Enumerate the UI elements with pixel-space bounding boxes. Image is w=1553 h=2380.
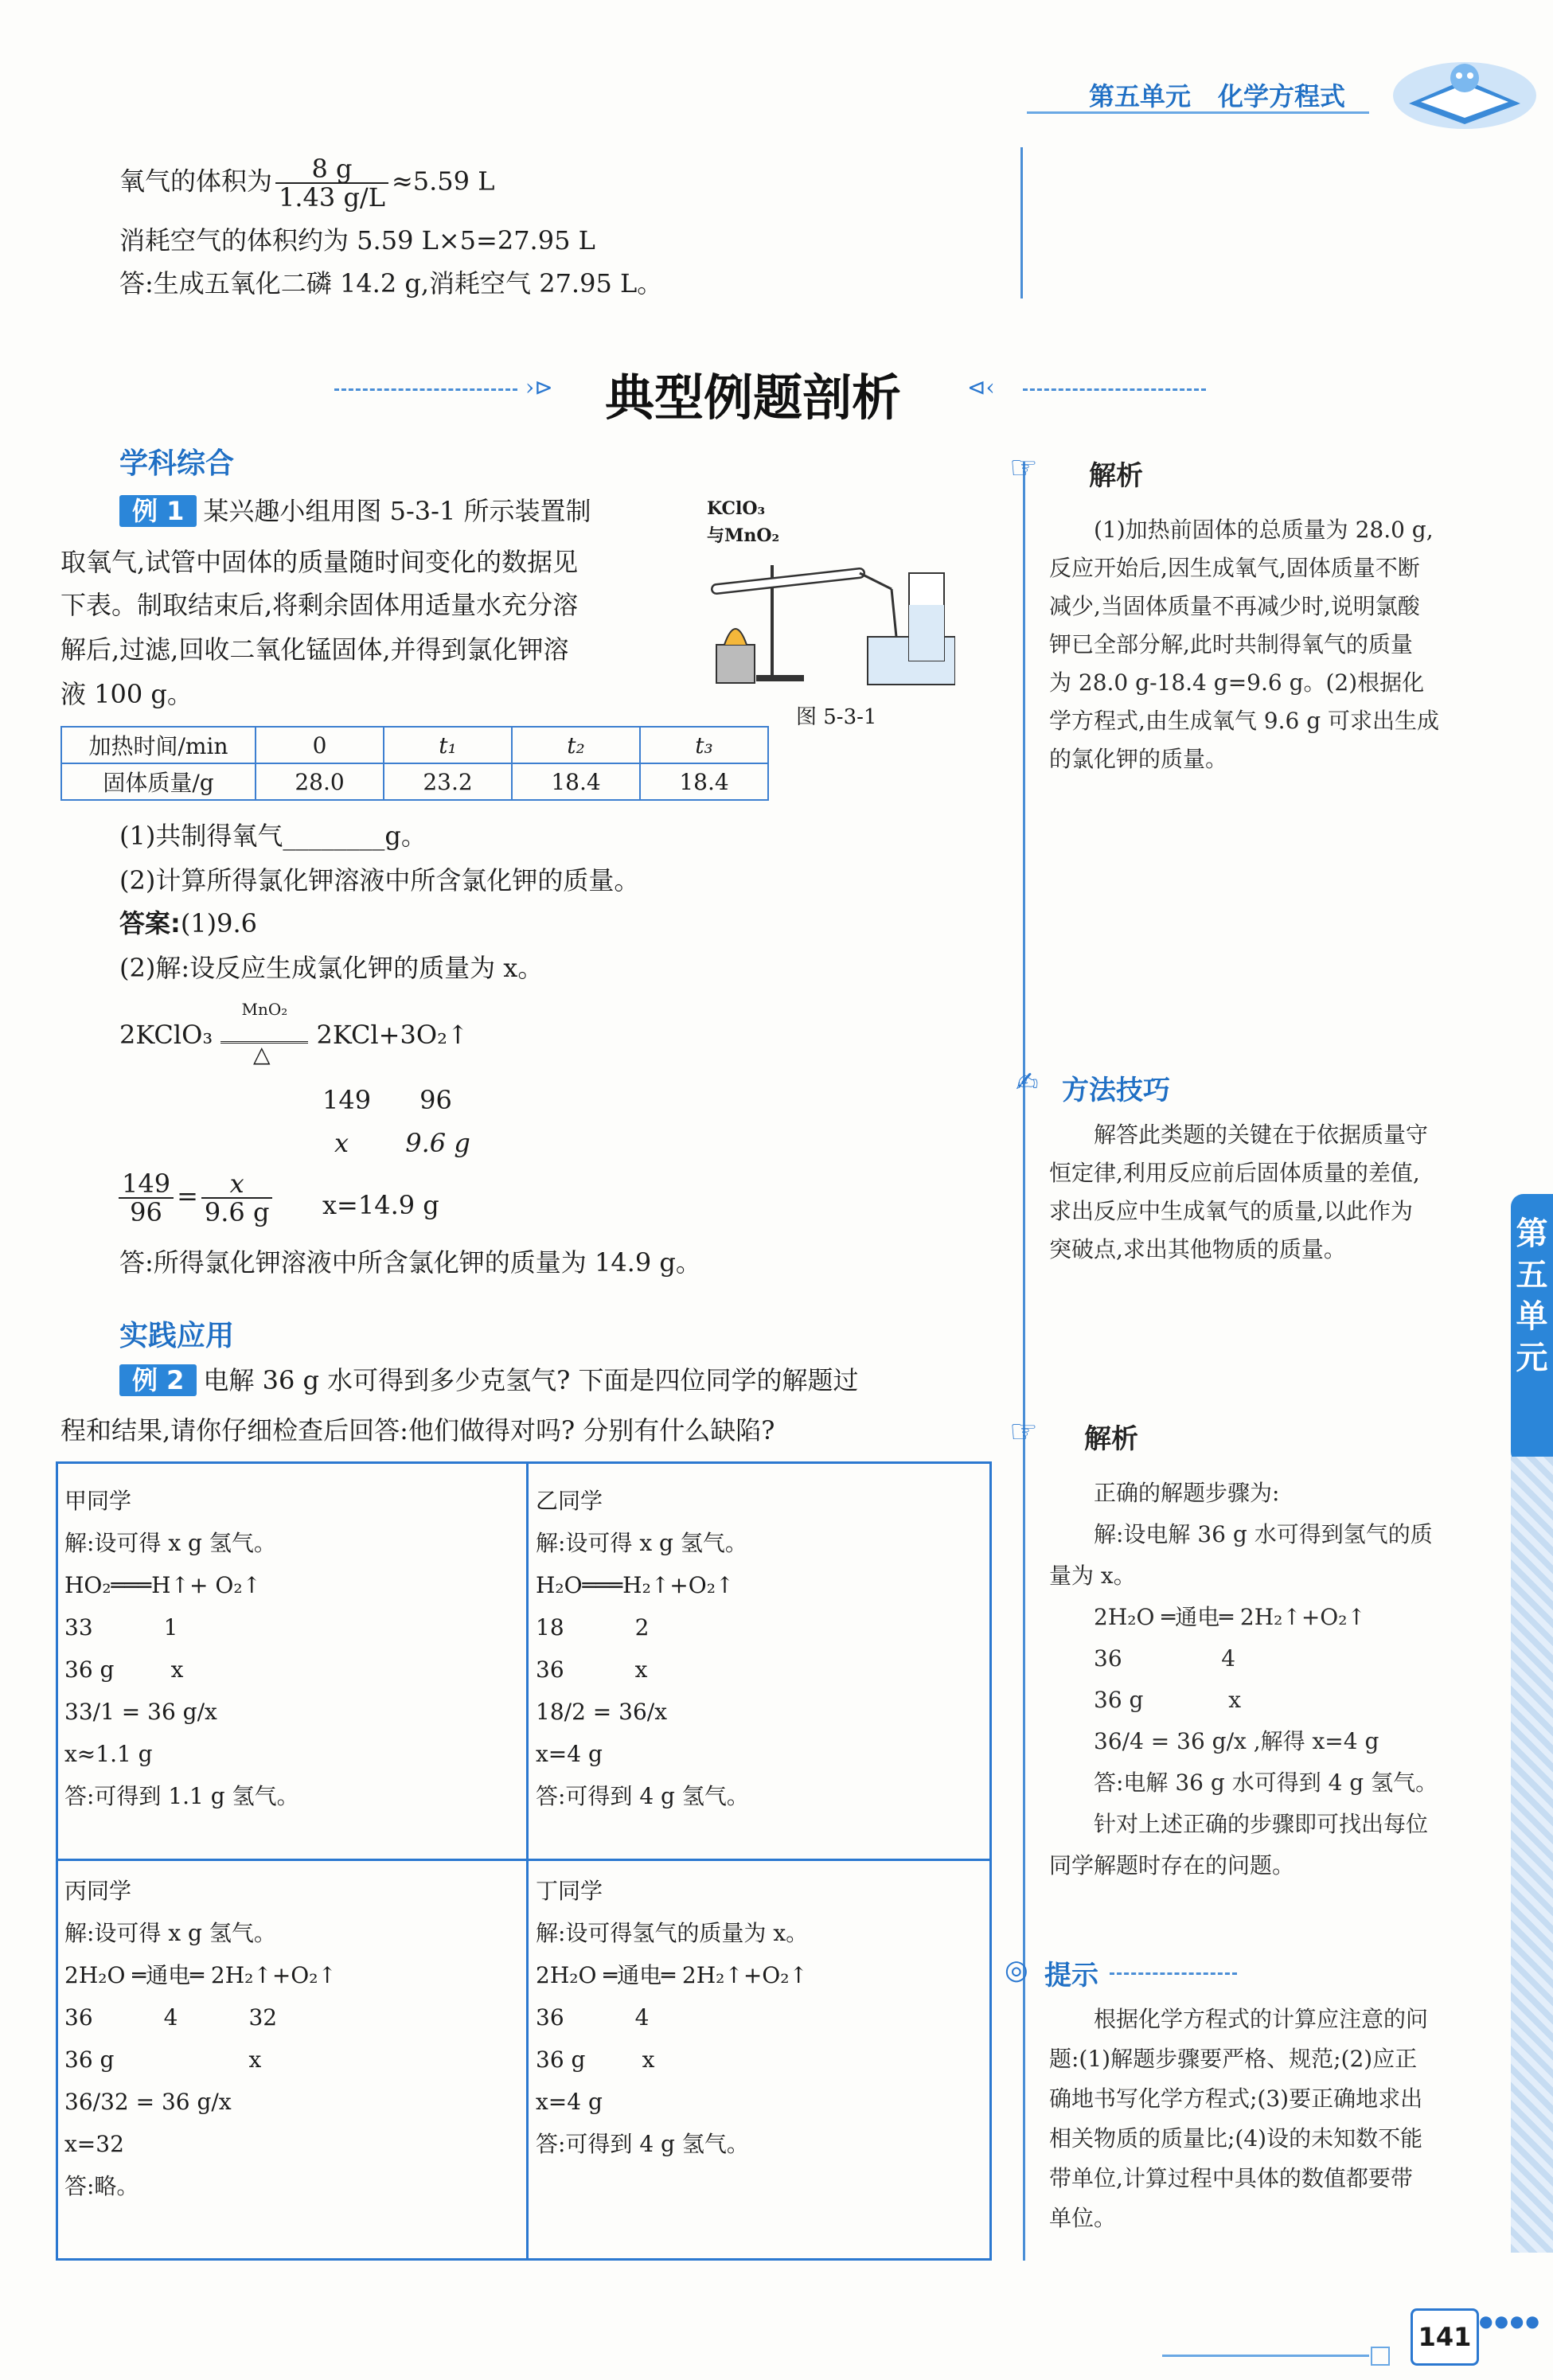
equation-1 bbox=[119, 1000, 469, 1051]
tab-char: 五 bbox=[1516, 1257, 1548, 1293]
column-divider bbox=[1023, 462, 1025, 2261]
table-cell: 0 bbox=[256, 727, 384, 763]
solution-line: 36 g x bbox=[64, 1656, 184, 1683]
student-name: 丁同学 bbox=[536, 1878, 603, 1904]
student-name: 甲同学 bbox=[64, 1488, 132, 1514]
ex1-text1: 某兴趣小组用图 5-3-1 所示装置制 bbox=[203, 496, 591, 526]
book-logo-icon bbox=[1385, 48, 1544, 135]
answer-line: 答:生成五氧化二磷 14.2 g,消耗空气 27.95 L。 bbox=[119, 268, 663, 298]
ex1-line1 bbox=[119, 495, 591, 527]
solution-line: 33 1 bbox=[64, 1614, 178, 1641]
ex1-badge: 例 1 bbox=[119, 495, 197, 527]
student-bing bbox=[64, 1870, 337, 2207]
solution-line: x=4 g bbox=[536, 2089, 603, 2115]
unit-side-tab bbox=[1511, 1194, 1553, 1465]
fraction-a-den: 96 bbox=[130, 1197, 162, 1227]
student-jia bbox=[64, 1480, 299, 1817]
side-line: 题:(1)解题步骤要严格、规范;(2)应正 bbox=[1049, 2046, 1418, 2072]
volume-line bbox=[119, 155, 494, 211]
footer-box-icon bbox=[1371, 2347, 1390, 2366]
jiexi1-text bbox=[1049, 511, 1439, 778]
side-line: 根据化学方程式的计算应注意的问 bbox=[1094, 2006, 1429, 2032]
mass-time-table bbox=[60, 726, 769, 801]
tip-rule bbox=[1110, 1972, 1237, 1975]
solution-line: x=32 bbox=[64, 2131, 124, 2157]
hand-icon: ☞ bbox=[1009, 450, 1038, 486]
table-cell: t₁ bbox=[384, 727, 512, 763]
fraction-a-num: 149 bbox=[119, 1170, 174, 1199]
table-cell: 18.4 bbox=[640, 763, 768, 800]
air-line: 消耗空气的体积约为 5.59 L×5=27.95 L bbox=[119, 225, 595, 256]
table-cell: 固体质量/g bbox=[61, 763, 256, 800]
solution-line: 答:可得到 1.1 g 氢气。 bbox=[64, 1783, 299, 1809]
ex1-line5: 液 100 g。 bbox=[60, 679, 193, 709]
solution-line: 33/1 = 36 g/x bbox=[64, 1699, 217, 1725]
title-rule-right bbox=[1023, 388, 1206, 391]
side-line: 同学解题时存在的问题。 bbox=[1049, 1852, 1295, 1879]
proportion-line: $\frac{149}{96}$ = $\frac{x}{9.6 g}$ bbox=[115, 1170, 275, 1226]
ratio-row-1: 149 96 bbox=[322, 1085, 452, 1115]
side-line: 36/4 = 36 g/x ,解得 x=4 g bbox=[1094, 1728, 1379, 1754]
solution-line: 18/2 = 36/x bbox=[536, 1699, 667, 1725]
fraction-b-den: 9.6 g bbox=[204, 1197, 270, 1227]
side-line: 单位。 bbox=[1049, 2205, 1117, 2231]
ex2-text1: 电解 36 g 水可得到多少克氢气? 下面是四位同学的解题过 bbox=[203, 1365, 859, 1395]
table-cell: 18.4 bbox=[512, 763, 640, 800]
side-line: 相关物质的质量比;(4)设的未知数不能 bbox=[1049, 2125, 1423, 2152]
tishi-text bbox=[1049, 2000, 1428, 2238]
solution-line: x≈1.1 g bbox=[64, 1741, 153, 1767]
ex2-badge: 例 2 bbox=[119, 1364, 197, 1396]
hand-icon-2: ☞ bbox=[1009, 1414, 1038, 1450]
question-1: (1)共制得氧气________g。 bbox=[119, 821, 427, 851]
solution-line: HO₂═══H↑+ O₂↑ bbox=[64, 1572, 262, 1598]
solution-line: 答:略。 bbox=[64, 2173, 139, 2199]
volume-result: ≈5.59 L bbox=[391, 166, 495, 197]
title-arrow-right-icon: ⊲‹ bbox=[967, 374, 995, 400]
table-cell: 28.0 bbox=[256, 763, 384, 800]
side-line: 突破点,求出其他物质的质量。 bbox=[1049, 1236, 1346, 1262]
ex1-line3: 下表。制取结束后,将剩余固体用适量水充分溶 bbox=[60, 590, 579, 620]
solution-line: 解:设可得 x g 氢气。 bbox=[536, 1530, 747, 1556]
side-line: 确地书写化学方程式;(3)要正确地求出 bbox=[1049, 2085, 1423, 2112]
side-line: 反应开始后,因生成氧气,固体质量不断 bbox=[1049, 555, 1420, 581]
footer-rule bbox=[1162, 2355, 1369, 2357]
question-2: (2)计算所得氯化钾溶液中所含氯化钾的质量。 bbox=[119, 865, 640, 895]
answer-label: 答案: bbox=[119, 908, 181, 938]
solution-line: 答:可得到 4 g 氢气。 bbox=[536, 1783, 749, 1809]
title-rule-left bbox=[334, 388, 517, 391]
fig-label-kclo3: KClO₃ bbox=[707, 498, 766, 519]
header-chapter: 化学方程式 bbox=[1218, 81, 1346, 111]
tab-char: 元 bbox=[1516, 1340, 1548, 1376]
table-row bbox=[61, 727, 768, 763]
volume-fraction bbox=[275, 155, 388, 211]
fraction-b-num: x bbox=[201, 1170, 273, 1199]
side-line: 减少,当固体质量不再减少时,说明氯酸 bbox=[1049, 593, 1420, 619]
side-line: 2H₂O ═通电═ 2H₂↑+O₂↑ bbox=[1094, 1604, 1366, 1630]
side-line: 恒定律,利用反应前后固体质量的差值, bbox=[1049, 1160, 1420, 1186]
footer-dots-icon: ●●●● bbox=[1479, 2312, 1541, 2331]
side-line: 求出反应中生成氧气的质量,以此作为 bbox=[1049, 1198, 1413, 1224]
title-arrow-left-icon: ›⊳ bbox=[525, 374, 553, 400]
fig-caption: 图 5-3-1 bbox=[796, 705, 877, 729]
side-line: 正确的解题步骤为: bbox=[1094, 1480, 1280, 1506]
solution-line: 2H₂O ═通电═ 2H₂↑+O₂↑ bbox=[64, 1962, 337, 1988]
table-cell: 23.2 bbox=[384, 763, 512, 800]
solution-line: 18 2 bbox=[536, 1614, 650, 1641]
side-line: (1)加热前固体的总质量为 28.0 g, bbox=[1094, 517, 1434, 543]
side-line: 的氯化钾的质量。 bbox=[1049, 746, 1228, 772]
fangfa-text bbox=[1049, 1116, 1428, 1269]
jiexi2-title: 解析 bbox=[1084, 1423, 1138, 1455]
ratio-row-2: x 9.6 g bbox=[334, 1128, 470, 1158]
subject-practice: 实践应用 bbox=[119, 1320, 235, 1352]
tishi-title: 提示 bbox=[1044, 1960, 1098, 1992]
column-divider-top bbox=[1020, 147, 1023, 298]
side-line: 36 4 bbox=[1094, 1645, 1236, 1672]
apparatus-figure bbox=[700, 541, 955, 693]
student-yi bbox=[536, 1480, 749, 1817]
page-number: 141 bbox=[1411, 2308, 1479, 2366]
table-row bbox=[61, 763, 768, 800]
solution-line: 36 4 32 bbox=[64, 2004, 278, 2031]
side-stripe bbox=[1511, 1457, 1553, 2253]
side-line: 学方程式,由生成氧气 9.6 g 可求出生成 bbox=[1049, 708, 1440, 734]
solution-line: H₂O═══H₂↑+O₂↑ bbox=[536, 1572, 735, 1598]
solution-line: 36 x bbox=[536, 1656, 648, 1683]
student-name: 乙同学 bbox=[536, 1488, 603, 1514]
side-line: 答:电解 36 g 水可得到 4 g 氢气。 bbox=[1094, 1769, 1438, 1796]
solution-line: 36 g x bbox=[64, 2046, 262, 2073]
ex1-line4: 解后,过滤,回收二氧化锰固体,并得到氯化钾溶 bbox=[60, 634, 569, 665]
method-icon: ✍ bbox=[1016, 1067, 1039, 1098]
student-answer-grid bbox=[56, 1461, 992, 2261]
side-line: 为 28.0 g-18.4 g=9.6 g。(2)根据化 bbox=[1049, 669, 1425, 696]
solution-line: 36 4 bbox=[536, 2004, 650, 2031]
side-line: 解答此类题的关键在于依据质量守 bbox=[1094, 1122, 1429, 1148]
answer-1-text: (1)9.6 bbox=[180, 908, 258, 938]
solve-line: x=14.9 g bbox=[322, 1190, 439, 1220]
answer-2: (2)解:设反应生成氯化钾的质量为 x。 bbox=[119, 953, 544, 983]
jiexi1-title: 解析 bbox=[1089, 460, 1143, 492]
section-title: 典型例题剖析 bbox=[605, 369, 902, 427]
fig-label-mno2: 与MnO₂ bbox=[707, 525, 780, 546]
ex2-line2: 程和结果,请你仔细检查后回答:他们做得对吗? 分别有什么缺陷? bbox=[60, 1415, 775, 1446]
fraction-a bbox=[119, 1170, 174, 1226]
side-line: 带单位,计算过程中具体的数值都要带 bbox=[1049, 2165, 1413, 2191]
table-cell: t₂ bbox=[512, 727, 640, 763]
side-line: 36 g x bbox=[1094, 1687, 1242, 1713]
subject-comprehensive: 学科综合 bbox=[119, 447, 235, 480]
student-name: 丙同学 bbox=[64, 1878, 132, 1904]
side-line: 解:设电解 36 g 水可得到氢气的质 bbox=[1094, 1521, 1433, 1547]
side-line: 钾已全部分解,此时共制得氧气的质量 bbox=[1049, 631, 1413, 657]
solution-line: 2H₂O ═通电═ 2H₂↑+O₂↑ bbox=[536, 1962, 808, 1988]
solution-line: 解:设可得 x g 氢气。 bbox=[64, 1530, 276, 1556]
solution-line: 36/32 = 36 g/x bbox=[64, 2089, 232, 2115]
volume-denominator: 1.43 g/L bbox=[279, 182, 385, 213]
table-cell: t₃ bbox=[640, 727, 768, 763]
solution-line: 答:可得到 4 g 氢气。 bbox=[536, 2131, 749, 2157]
student-ding bbox=[536, 1870, 808, 2165]
catalyst-label: MnO₂ bbox=[241, 1000, 288, 1019]
tip-icon: ◎ bbox=[1005, 1954, 1028, 1986]
jiexi2-text bbox=[1049, 1473, 1438, 1886]
side-line: 量为 x。 bbox=[1049, 1563, 1136, 1589]
equation-reactant: 2KClO₃ bbox=[119, 1020, 213, 1050]
table-cell: 加热时间/min bbox=[61, 727, 256, 763]
solution-line: x=4 g bbox=[536, 1741, 603, 1767]
tab-char: 第 bbox=[1516, 1215, 1548, 1252]
side-line: 针对上述正确的步骤即可找出每位 bbox=[1094, 1811, 1429, 1837]
header-unit: 第五单元 bbox=[1089, 81, 1192, 111]
fangfa-title: 方法技巧 bbox=[1062, 1075, 1170, 1106]
heat-condition: △ bbox=[253, 1041, 271, 1067]
fraction-b bbox=[201, 1170, 273, 1226]
solution-line: 36 g x bbox=[536, 2046, 655, 2073]
ex2-line1 bbox=[119, 1364, 858, 1396]
equation-products: 2KCl+3O₂↑ bbox=[316, 1020, 469, 1050]
tab-char: 单 bbox=[1516, 1298, 1548, 1335]
volume-label: 氧气的体积为 bbox=[119, 166, 273, 197]
final-answer: 答:所得氯化钾溶液中所含氯化钾的质量为 14.9 g。 bbox=[119, 1247, 701, 1278]
solution-line: 解:设可得氢气的质量为 x。 bbox=[536, 1920, 809, 1946]
volume-numerator: 8 g bbox=[275, 155, 388, 184]
solution-line: 解:设可得 x g 氢气。 bbox=[64, 1920, 276, 1946]
ex1-line2: 取氧气,试管中固体的质量随时间变化的数据见 bbox=[60, 547, 579, 577]
answer-1 bbox=[119, 907, 257, 939]
